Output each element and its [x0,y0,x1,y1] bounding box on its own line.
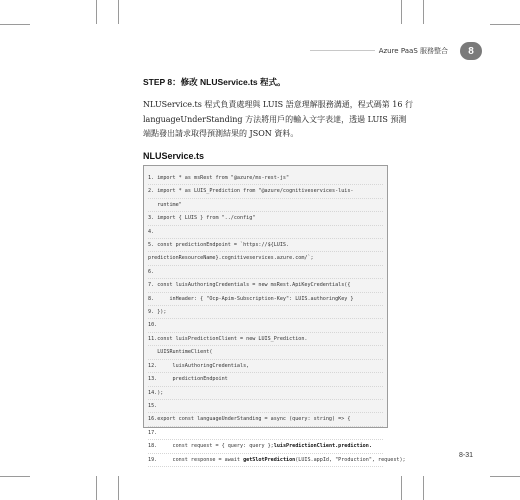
code-line: 2. import * as LUIS_Prediction from "@azure/cognitiveservices-luis- [148,185,383,198]
crop-mark [0,24,30,25]
code-line: 4. [148,226,383,239]
code-listing [143,165,406,463]
code-line: 15. [148,400,383,413]
step-label: STEP 8：修改 [143,77,200,87]
body-paragraph: NLUService.ts 程式負責處理與 LUIS 語意理解服務溝通，程式碼第 16 行 languageUnderStanding 方法將用戶的輸入文字表達，透過 LUIS 預測端點發出請求取得預測結果的 JSON 資料。 [143,100,413,138]
header-title: Azure PaaS 服務整合 [375,46,454,56]
code-line: 8. inHeader: { "Ocp-Apim-Subscription-Key": LUIS.authoringKey } [148,293,383,306]
code-file-title: NLUService.ts [143,151,205,161]
crop-mark [401,476,402,500]
code-bold-text: luisPredictionClient.prediction. [273,443,372,450]
code-line: 1. import * as msRest from "@azure/ms-rest-js" [148,172,383,185]
crop-mark [423,0,424,24]
step-file: NLUService.ts [200,77,258,87]
code-line: 9. }); [148,306,383,319]
code-line: 3. import { LUIS } from "../config" [148,212,383,225]
step-suffix: 程式。 [257,77,286,87]
code-line: 14.); [148,387,383,400]
code-line [148,454,406,467]
crop-mark [0,476,30,477]
code-text: (LUIS.appId, "Production", request); [295,456,406,463]
code-line: 10. [148,319,383,332]
code-bold-text: getSlotPrediction [243,456,296,463]
crop-mark [118,476,119,500]
crop-mark [490,24,520,25]
crop-mark [401,0,402,24]
code-text: 18. const request = { query: query }; [148,443,274,450]
code-line: 13. predictionEndpoint [148,373,383,386]
chapter-badge: 8 [460,42,482,60]
code-line: 7. const luisAuthoringCredentials = new msRest.ApiKeyCredentials({ [148,279,383,292]
crop-mark [490,476,520,477]
code-line: 17. [148,427,383,440]
code-line: runtime" [148,199,383,212]
crop-mark [423,476,424,500]
code-text: 19. const response = await [148,456,244,463]
crop-mark [96,476,97,500]
code-line: 16.export const languageUnderStanding = async (query: string) => { [148,413,383,426]
crop-mark [118,0,119,24]
code-line: LUISRuntimeClient( [148,346,383,359]
code-line: 12. luisAuthoringCredentials, [148,360,383,373]
page-number: 8-31 [459,452,474,459]
code-line: 6. [148,266,383,279]
crop-mark [96,0,97,24]
step-heading [143,76,286,88]
code-line: 11.const luisPredictionClient = new LUIS_Prediction. [148,333,383,346]
running-header [310,41,482,61]
code-line: predictionResourceName}.cognitiveservices.azure.com/`; [148,252,383,265]
code-line: 5. const predictionEndpoint = `https://${LUIS. [148,239,383,252]
code-line [148,440,383,453]
code-line [148,467,383,479]
